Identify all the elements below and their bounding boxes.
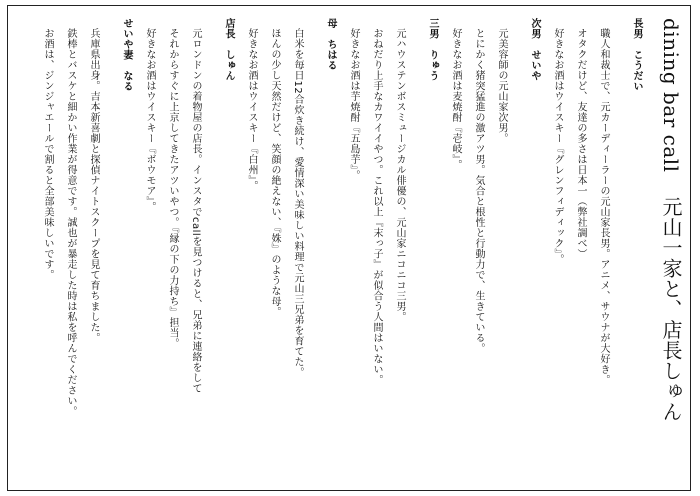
section-line: 好きなお酒は麦焼酎『壱岐』。 (450, 28, 461, 170)
section-line: ほんの少し天然だけど、笑顔の絶えない、『姝』のような母。 (269, 28, 280, 317)
section-line: 元美容師の元山家次男。 (496, 28, 507, 144)
section-heading-eldest: 長男 こうだい (631, 18, 642, 92)
section-line: それからすぐに上京してきたアツいやつ。『縁の下の力持ち』担当。 (167, 28, 178, 349)
section-line: オタクだけど、友達の多さは日本一（弊社調べ） (575, 28, 586, 259)
section-line: 元ロンドンの着物屋の店長。インスタでcallを見つけると、兄弟に連絡をして (190, 28, 201, 394)
section-heading-manager: 店長 しゅん (223, 18, 234, 81)
section-line: 職人和裁士で、元カーディーラーの元山家長男。アニメ、サウナが大好き。 (598, 28, 609, 385)
section-line: お酒は、ジンジャエールで割ると全部美味しいです。 (42, 28, 53, 280)
section-line: おねだり上手なカワイイやつ。これ以上『末っ子』が似合う人間はいない。 (371, 28, 382, 385)
section-line: 好きなお酒はウイスキー『白州』。 (246, 28, 257, 191)
section-heading-third: 三男 りゅう (427, 18, 438, 81)
section-heading-second: 次男 せいや (529, 18, 540, 81)
page-title (654, 18, 688, 480)
section-line: 兵庫県出身。吉本新喜劇と探偵ナイトスクープを見て育ちました。 (88, 28, 99, 343)
section-line: 好きなお酒は芋焼酎『五島芋』。 (348, 28, 359, 181)
section-line: 白米を毎日12合炊き続け、愛情深い美味しい料理で元山三兄弟を育てた。 (292, 28, 303, 378)
title-main: 元山一家と、店長しゅん (659, 196, 683, 423)
vertical-text-body (36, 18, 688, 480)
section-line: 鉄棒とバスケと細かい作業が得意です。誠也が暴走した時は私を呼んでください。 (65, 28, 76, 417)
section-line: 好きなお酒はウイスキー『ボウモア』。 (144, 28, 155, 212)
section-heading-mother: 母 ちはる (325, 18, 336, 71)
section-line: 元ハウステンボスミュージカル俳優の、元山家ニコニコ三男。 (394, 28, 405, 322)
brand-name: dining bar call (659, 18, 683, 173)
section-heading-wife: せいや妻 なる (121, 18, 132, 92)
section-line: とにかく猪突猛進の激アツ男。気合と根性と行動力で、生きている。 (473, 28, 484, 354)
section-line: 好きなお酒はウイスキー『グレンフィディック』。 (552, 28, 563, 265)
